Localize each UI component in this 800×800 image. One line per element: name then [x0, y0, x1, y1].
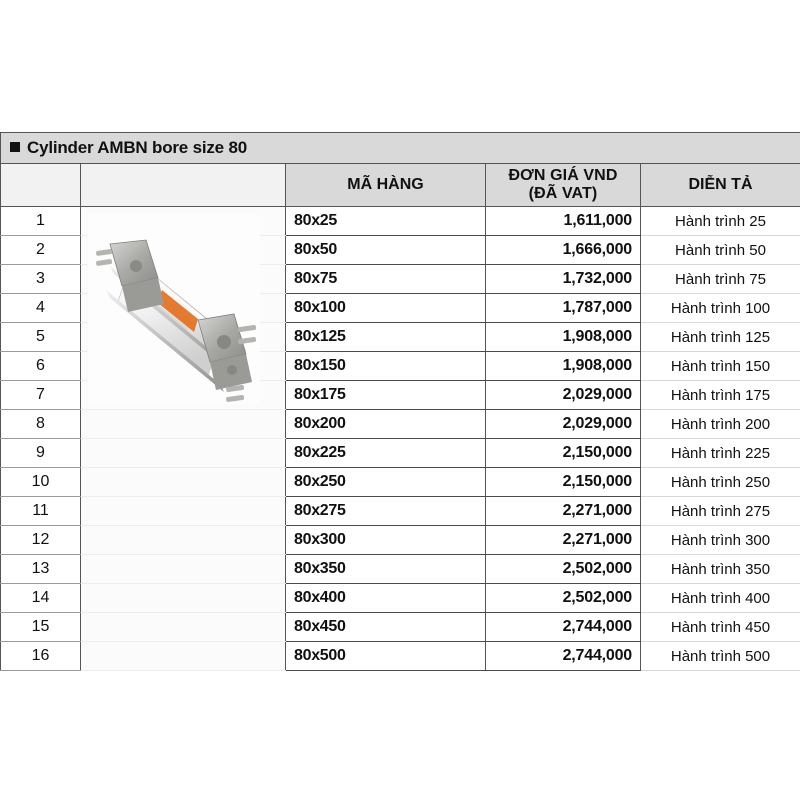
table-row: [1, 207, 800, 236]
row-price-cell: 2,271,000: [486, 526, 641, 555]
row-code-cell: 80x25: [286, 207, 486, 236]
table-title-cell: [1, 133, 800, 164]
row-description-cell: Hành trình 275: [641, 497, 800, 526]
table-row: [1, 265, 800, 294]
row-price-cell: 1,611,000: [486, 207, 641, 236]
row-index-cell: 5: [1, 323, 81, 352]
row-index-cell: 12: [1, 526, 81, 555]
table-row: [1, 410, 800, 439]
cylinder-price-table: [0, 132, 800, 671]
table-row: [1, 613, 800, 642]
row-description-cell: Hành trình 200: [641, 410, 800, 439]
column-header-price-line2: (ĐÃ VAT): [528, 185, 598, 202]
row-image-cell: [81, 294, 286, 323]
row-description-cell: Hành trình 300: [641, 526, 800, 555]
row-price-cell: 2,271,000: [486, 497, 641, 526]
row-description-cell: Hành trình 500: [641, 642, 800, 671]
table-row: [1, 439, 800, 468]
row-code-cell: 80x350: [286, 555, 486, 584]
column-header-image: [81, 164, 286, 207]
row-description-cell: Hành trình 150: [641, 352, 800, 381]
row-code-cell: 80x275: [286, 497, 486, 526]
row-index-cell: 1: [1, 207, 81, 236]
table-title-label: Cylinder AMBN bore size 80: [27, 138, 247, 157]
row-image-cell: [81, 410, 286, 439]
row-price-cell: 1,908,000: [486, 352, 641, 381]
row-description-cell: Hành trình 350: [641, 555, 800, 584]
column-header-price-line1: ĐƠN GIÁ VND: [508, 167, 618, 185]
row-index-cell: 13: [1, 555, 81, 584]
row-image-cell: [81, 584, 286, 613]
row-image-cell: [81, 468, 286, 497]
row-price-cell: 1,908,000: [486, 323, 641, 352]
row-description-cell: Hành trình 25: [641, 207, 800, 236]
row-image-cell: [81, 207, 286, 236]
row-description-cell: Hành trình 75: [641, 265, 800, 294]
price-table-container: [0, 132, 800, 671]
row-image-cell: [81, 555, 286, 584]
table-row: [1, 526, 800, 555]
row-code-cell: 80x300: [286, 526, 486, 555]
row-price-cell: 2,502,000: [486, 584, 641, 613]
row-price-cell: 1,732,000: [486, 265, 641, 294]
row-description-cell: Hành trình 50: [641, 236, 800, 265]
row-code-cell: 80x75: [286, 265, 486, 294]
row-image-cell: [81, 613, 286, 642]
table-row: [1, 294, 800, 323]
column-header-index: [1, 164, 81, 207]
row-price-cell: 2,029,000: [486, 381, 641, 410]
row-index-cell: 4: [1, 294, 81, 323]
row-index-cell: 14: [1, 584, 81, 613]
row-image-cell: [81, 352, 286, 381]
table-row: [1, 497, 800, 526]
column-header-price: [486, 164, 641, 207]
row-price-cell: 2,744,000: [486, 642, 641, 671]
table-body: [1, 207, 800, 671]
row-index-cell: 6: [1, 352, 81, 381]
row-image-cell: [81, 323, 286, 352]
row-code-cell: 80x500: [286, 642, 486, 671]
row-description-cell: Hành trình 175: [641, 381, 800, 410]
table-row: [1, 468, 800, 497]
table-row: [1, 236, 800, 265]
row-index-cell: 8: [1, 410, 81, 439]
row-code-cell: 80x125: [286, 323, 486, 352]
row-image-cell: [81, 497, 286, 526]
row-index-cell: 7: [1, 381, 81, 410]
table-header-row: [1, 164, 800, 207]
row-price-cell: 1,787,000: [486, 294, 641, 323]
row-code-cell: 80x450: [286, 613, 486, 642]
row-image-cell: [81, 439, 286, 468]
row-description-cell: Hành trình 100: [641, 294, 800, 323]
row-price-cell: 2,150,000: [486, 439, 641, 468]
table-row: [1, 555, 800, 584]
row-code-cell: 80x150: [286, 352, 486, 381]
row-code-cell: 80x100: [286, 294, 486, 323]
row-index-cell: 3: [1, 265, 81, 294]
row-image-cell: [81, 236, 286, 265]
row-description-cell: Hành trình 225: [641, 439, 800, 468]
row-description-cell: Hành trình 450: [641, 613, 800, 642]
row-description-cell: Hành trình 125: [641, 323, 800, 352]
row-price-cell: 2,150,000: [486, 468, 641, 497]
row-description-cell: Hành trình 400: [641, 584, 800, 613]
row-index-cell: 11: [1, 497, 81, 526]
row-code-cell: 80x175: [286, 381, 486, 410]
row-code-cell: 80x200: [286, 410, 486, 439]
row-description-cell: Hành trình 250: [641, 468, 800, 497]
row-price-cell: 2,502,000: [486, 555, 641, 584]
row-index-cell: 9: [1, 439, 81, 468]
row-code-cell: 80x50: [286, 236, 486, 265]
row-image-cell: [81, 381, 286, 410]
square-bullet-icon: [10, 142, 20, 152]
row-code-cell: 80x400: [286, 584, 486, 613]
row-price-cell: 1,666,000: [486, 236, 641, 265]
column-header-description: DIỄN TẢ: [641, 164, 800, 207]
row-price-cell: 2,744,000: [486, 613, 641, 642]
column-header-code: MÃ HÀNG: [286, 164, 486, 207]
row-image-cell: [81, 642, 286, 671]
row-index-cell: 2: [1, 236, 81, 265]
row-image-cell: [81, 265, 286, 294]
row-code-cell: 80x225: [286, 439, 486, 468]
row-image-cell: [81, 526, 286, 555]
row-code-cell: 80x250: [286, 468, 486, 497]
table-title-text: [10, 138, 247, 157]
row-index-cell: 16: [1, 642, 81, 671]
table-row: [1, 584, 800, 613]
table-row: [1, 323, 800, 352]
row-index-cell: 15: [1, 613, 81, 642]
table-row: [1, 352, 800, 381]
table-row: [1, 642, 800, 671]
row-price-cell: 2,029,000: [486, 410, 641, 439]
table-row: [1, 381, 800, 410]
table-title-row: [1, 133, 800, 164]
row-index-cell: 10: [1, 468, 81, 497]
